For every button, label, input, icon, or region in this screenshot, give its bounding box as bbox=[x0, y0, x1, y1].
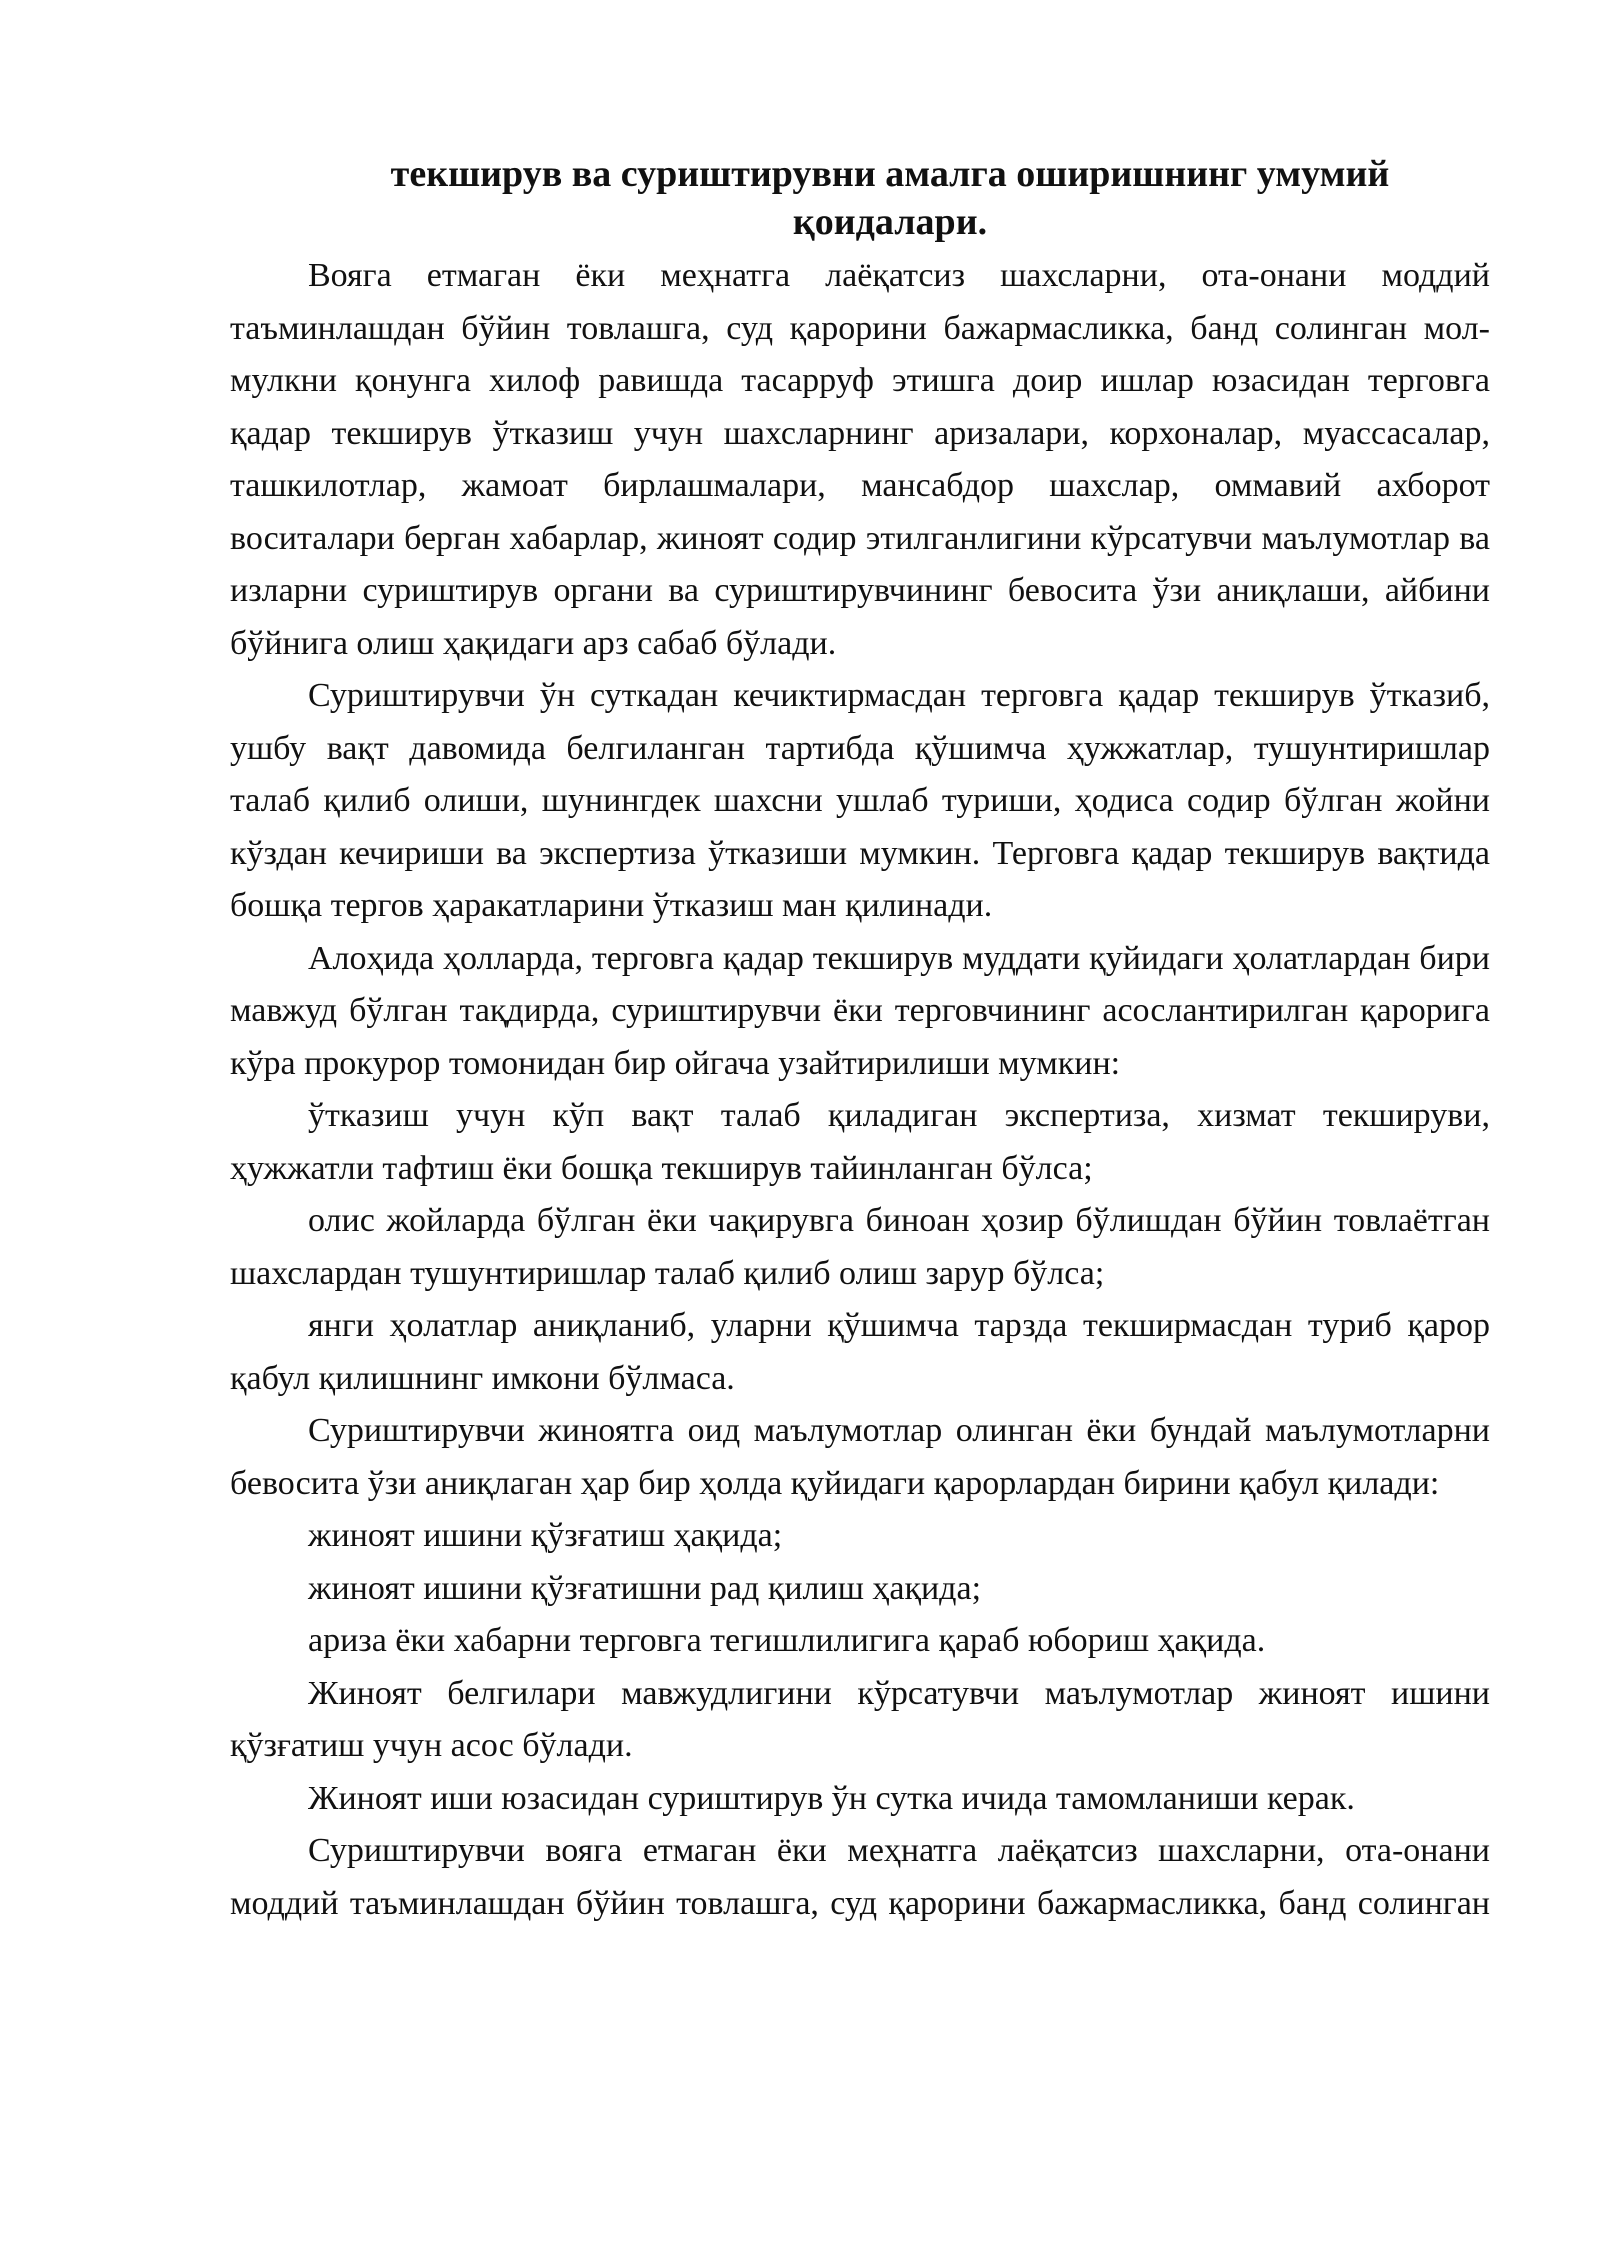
paragraph-3: Алоҳида ҳолларда, терговга қадар текширув муддати қуйидаги ҳолатлардан бири мавжуд бўлган тақдирда, суриштирувчи ёки терговчининг асослантирилган қарорига кўра прокурор томонидан бир ойгача узайтирилиши мумкин: bbox=[230, 939, 1490, 1082]
paragraph-13: Суриштирувчи вояга етмаган ёки меҳнатга лаёқатсиз шахсларни, ота-онани моддий таъминлашдан бўйин товлашга, суд қарорини бажармасликка, банд солинган bbox=[230, 1832, 1490, 1922]
paragraph-9: жиноят ишини қўзғатишни рад қилиш ҳақида; bbox=[308, 1569, 982, 1607]
paragraph-6: янги ҳолатлар аниқланиб, уларни қўшимча тарзда текширмасдан туриб қарор қабул қилишнинг имкони бўлмаса. bbox=[230, 1307, 1490, 1397]
paragraph-7: Суриштирувчи жиноятга оид маълумотлар олинган ёки бундай маълумотларни бевосита ўзи аниқлаган ҳар бир ҳолда қуйидаги қарорлардан бирини қабул қилади: bbox=[230, 1412, 1490, 1502]
document-page bbox=[230, 150, 1490, 1930]
paragraph-1: Вояга етмаган ёки меҳнатга лаёқатсиз шахсларни, ота-онани моддий таъминлашдан бўйин товлашга, суд қарорини бажармасликка, банд солинган мол-мулкни қонунга хилоф равишда тасарруф этишга доир ишлар юзасидан терговга қадар текширув ўтказиш учун шахсларнинг аризалари, корхоналар, муассасалар, ташкилотлар, жамоат бирлашмалари, мансабдор шахслар, оммавий ахборот воситалари берган хабарлар, жиноят содир этилганлигини кўрсатувчи маълумотлар ва изларни суриштирув органи ва суриштирувчининг бевосита ўзи аниқлаши, айбини бўйнига олиш ҳақидаги арз сабаб бўлади. bbox=[230, 257, 1490, 662]
paragraph-12: Жиноят иши юзасидан суриштирув ўн сутка ичида тамомланиши керак. bbox=[308, 1779, 1355, 1817]
paragraph-11: Жиноят белгилари мавжудлигини кўрсатувчи маълумотлар жиноят ишини қўзғатиш учун асос бўлади. bbox=[230, 1674, 1490, 1764]
paragraph-2: Суриштирувчи ўн суткадан кечиктирмасдан терговга қадар текширув ўтказиб, ушбу вақт давомида белгиланган тартибда қўшимча ҳужжатлар, тушунтиришлар талаб қилиб олиши, шунингдек шахсни ушлаб туриши, ҳодиса содир бўлган жойни кўздан кечириши ва экспертиза ўтказиши мумкин. Терговга қадар текширув вақтида бошқа тергов ҳаракатларини ўтказиш ман қилинади. bbox=[230, 677, 1490, 924]
paragraph-5: олис жойларда бўлган ёки чақирувга биноан ҳозир бўлишдан бўйин товлаётган шахслардан тушунтиришлар талаб қилиб олиш зарур бўлса; bbox=[230, 1202, 1490, 1292]
paragraph-8: жиноят ишини қўзғатиш ҳақида; bbox=[308, 1517, 783, 1554]
paragraph-4: ўтказиш учун кўп вақт талаб қиладиган экспертиза, хизмат текшируви, ҳужжатли тафтиш ёки бошқа текширув тайинланган бўлса; bbox=[230, 1097, 1490, 1187]
paragraph-10: ариза ёки хабарни терговга тегишлилигига қараб юбориш ҳақида. bbox=[308, 1622, 1266, 1659]
document-title: текширув ва суриштирувни амалга оширишнинг умумий қоидалари. bbox=[390, 153, 1390, 243]
document-body bbox=[230, 250, 1490, 1930]
